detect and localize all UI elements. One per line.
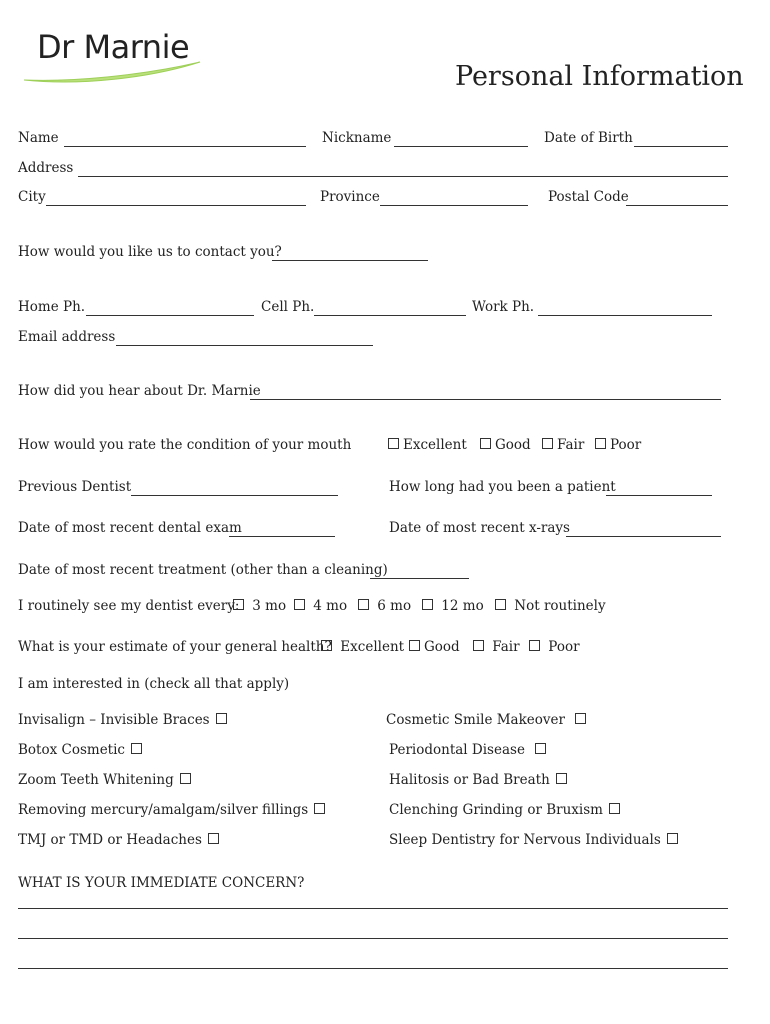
page-title: Personal Information bbox=[455, 61, 744, 92]
cell-ph-field[interactable] bbox=[314, 315, 466, 316]
interest-invisalign[interactable]: Invisalign – Invisible Braces bbox=[18, 712, 227, 728]
checkbox-icon bbox=[480, 438, 491, 449]
interest-botox[interactable]: Botox Cosmetic bbox=[18, 742, 142, 758]
name-label: Name bbox=[18, 130, 59, 146]
logo-swoosh bbox=[20, 58, 205, 86]
mouth-option-good[interactable]: Good bbox=[480, 437, 531, 453]
concern-line-3[interactable] bbox=[18, 968, 728, 969]
checkbox-icon bbox=[314, 803, 325, 814]
checkbox-icon bbox=[294, 599, 305, 610]
name-field[interactable] bbox=[64, 146, 306, 147]
recent-xray-label: Date of most recent x-rays bbox=[389, 520, 570, 536]
interest-zoom-whitening[interactable]: Zoom Teeth Whitening bbox=[18, 772, 191, 788]
hear-label: How did you hear about Dr. Marnie bbox=[18, 383, 261, 399]
interest-sleep-dentistry[interactable]: Sleep Dentistry for Nervous Individuals bbox=[389, 832, 678, 848]
prev-dentist-label: Previous Dentist bbox=[18, 479, 132, 495]
recent-xray-field[interactable] bbox=[566, 536, 721, 537]
checkbox-icon bbox=[208, 833, 219, 844]
interest-periodontal[interactable]: Periodontal Disease bbox=[389, 742, 546, 758]
hear-field[interactable] bbox=[250, 399, 721, 400]
checkbox-icon bbox=[422, 599, 433, 610]
interest-halitosis[interactable]: Halitosis or Bad Breath bbox=[389, 772, 567, 788]
mouth-option-fair[interactable]: Fair bbox=[542, 437, 584, 453]
address-field[interactable] bbox=[78, 176, 728, 177]
interest-removing-mercury[interactable]: Removing mercury/amalgam/silver fillings bbox=[18, 802, 325, 818]
checkbox-icon bbox=[233, 599, 244, 610]
health-option-poor[interactable]: Poor bbox=[529, 639, 580, 655]
recent-treatment-field[interactable] bbox=[370, 578, 469, 579]
interest-tmj[interactable]: TMJ or TMD or Headaches bbox=[18, 832, 219, 848]
concern-line-1[interactable] bbox=[18, 908, 728, 909]
province-field[interactable] bbox=[380, 205, 528, 206]
interested-label: I am interested in (check all that apply) bbox=[18, 676, 290, 692]
work-ph-field[interactable] bbox=[538, 315, 712, 316]
rate-mouth-label: How would you rate the condition of your mouth bbox=[18, 437, 352, 453]
postal-field[interactable] bbox=[626, 205, 728, 206]
checkbox-icon bbox=[542, 438, 553, 449]
checkbox-icon bbox=[131, 743, 142, 754]
routine-option-4mo[interactable]: 4 mo bbox=[294, 598, 347, 614]
city-field[interactable] bbox=[46, 205, 306, 206]
home-ph-field[interactable] bbox=[86, 315, 254, 316]
checkbox-icon bbox=[409, 640, 420, 651]
routine-option-12mo[interactable]: 12 mo bbox=[422, 598, 484, 614]
health-option-excellent[interactable]: Excellent bbox=[321, 639, 404, 655]
routine-option-6mo[interactable]: 6 mo bbox=[358, 598, 411, 614]
home-ph-label: Home Ph. bbox=[18, 299, 86, 315]
checkbox-icon bbox=[358, 599, 369, 610]
cell-ph-label: Cell Ph. bbox=[261, 299, 315, 315]
nickname-label: Nickname bbox=[322, 130, 392, 146]
recent-exam-label: Date of most recent dental exam bbox=[18, 520, 242, 536]
checkbox-icon bbox=[388, 438, 399, 449]
contact-field[interactable] bbox=[272, 260, 428, 261]
concern-line-2[interactable] bbox=[18, 938, 728, 939]
routine-option-3mo[interactable]: 3 mo bbox=[233, 598, 286, 614]
mouth-option-excellent[interactable]: Excellent bbox=[388, 437, 467, 453]
province-label: Province bbox=[320, 189, 380, 205]
mouth-option-poor[interactable]: Poor bbox=[595, 437, 641, 453]
checkbox-icon bbox=[595, 438, 606, 449]
address-label: Address bbox=[18, 160, 74, 176]
recent-treatment-label: Date of most recent treatment (other than a cleaning) bbox=[18, 562, 388, 578]
health-option-good[interactable]: Good bbox=[409, 639, 460, 655]
checkbox-icon bbox=[529, 640, 540, 651]
general-health-label: What is your estimate of your general health? bbox=[18, 639, 332, 655]
postal-label: Postal Code bbox=[548, 189, 629, 205]
checkbox-icon bbox=[667, 833, 678, 844]
how-long-label: How long had you been a patient bbox=[389, 479, 616, 495]
prev-dentist-field[interactable] bbox=[131, 495, 338, 496]
checkbox-icon bbox=[180, 773, 191, 784]
checkbox-icon bbox=[216, 713, 227, 724]
checkbox-icon bbox=[473, 640, 484, 651]
contact-label: How would you like us to contact you? bbox=[18, 244, 282, 260]
city-label: City bbox=[18, 189, 46, 205]
nickname-field[interactable] bbox=[394, 146, 528, 147]
checkbox-icon bbox=[535, 743, 546, 754]
routine-option-not-routinely[interactable]: Not routinely bbox=[495, 598, 606, 614]
dob-label: Date of Birth bbox=[544, 130, 633, 146]
routinely-label: I routinely see my dentist every: bbox=[18, 598, 240, 614]
checkbox-icon bbox=[575, 713, 586, 724]
interest-cosmetic-smile[interactable]: Cosmetic Smile Makeover bbox=[386, 712, 586, 728]
checkbox-icon bbox=[609, 803, 620, 814]
checkbox-icon bbox=[321, 640, 332, 651]
email-field[interactable] bbox=[116, 345, 373, 346]
health-option-fair[interactable]: Fair bbox=[473, 639, 520, 655]
checkbox-icon bbox=[495, 599, 506, 610]
interest-clenching[interactable]: Clenching Grinding or Bruxism bbox=[389, 802, 620, 818]
checkbox-icon bbox=[556, 773, 567, 784]
logo-text: Dr Marnie bbox=[37, 28, 190, 66]
concern-label: WHAT IS YOUR IMMEDIATE CONCERN? bbox=[18, 875, 305, 891]
how-long-field[interactable] bbox=[606, 495, 712, 496]
dob-field[interactable] bbox=[634, 146, 728, 147]
work-ph-label: Work Ph. bbox=[472, 299, 535, 315]
email-label: Email address bbox=[18, 329, 116, 345]
recent-exam-field[interactable] bbox=[229, 536, 335, 537]
